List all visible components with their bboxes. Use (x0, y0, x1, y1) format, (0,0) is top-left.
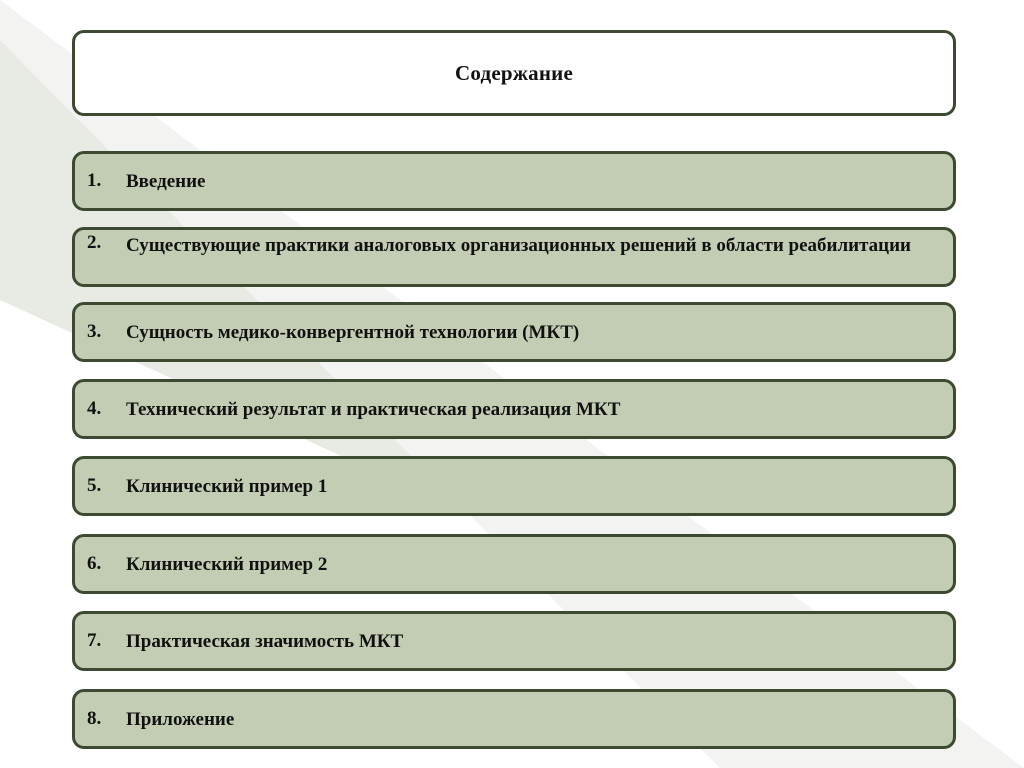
toc-item-2 (72, 227, 956, 287)
toc-item-label: Сущность медико-конвергентной технологии (МКТ) (126, 321, 580, 343)
toc-item-label: Введение (126, 170, 206, 192)
toc-item-number: 2. (87, 232, 102, 253)
toc-item-number: 5. (87, 475, 102, 496)
toc-item-number: 7. (87, 630, 102, 651)
toc-item-1 (72, 151, 956, 211)
toc-item-6 (72, 534, 956, 594)
toc-item-4 (72, 379, 956, 439)
toc-item-label: Клинический пример 1 (126, 475, 328, 497)
toc-item-label: Существующие практики аналоговых организационных решений в области реабилитации (126, 235, 911, 256)
title-box (72, 30, 956, 116)
toc-item-label: Приложение (126, 708, 235, 730)
toc-item-label: Технический результат и практическая реализация МКТ (126, 398, 621, 420)
toc-item-number: 6. (87, 553, 102, 574)
toc-item-number: 1. (87, 170, 102, 191)
toc-item-number: 4. (87, 398, 102, 419)
toc-item-3 (72, 302, 956, 362)
toc-item-7 (72, 611, 956, 671)
toc-item-number: 3. (87, 321, 102, 342)
toc-item-number: 8. (87, 708, 102, 729)
toc-item-label: Практическая значимость МКТ (126, 630, 404, 652)
toc-item-8 (72, 689, 956, 749)
toc-item-5 (72, 456, 956, 516)
toc-item-label: Клинический пример 2 (126, 553, 328, 575)
slide-title: Содержание (455, 60, 573, 85)
